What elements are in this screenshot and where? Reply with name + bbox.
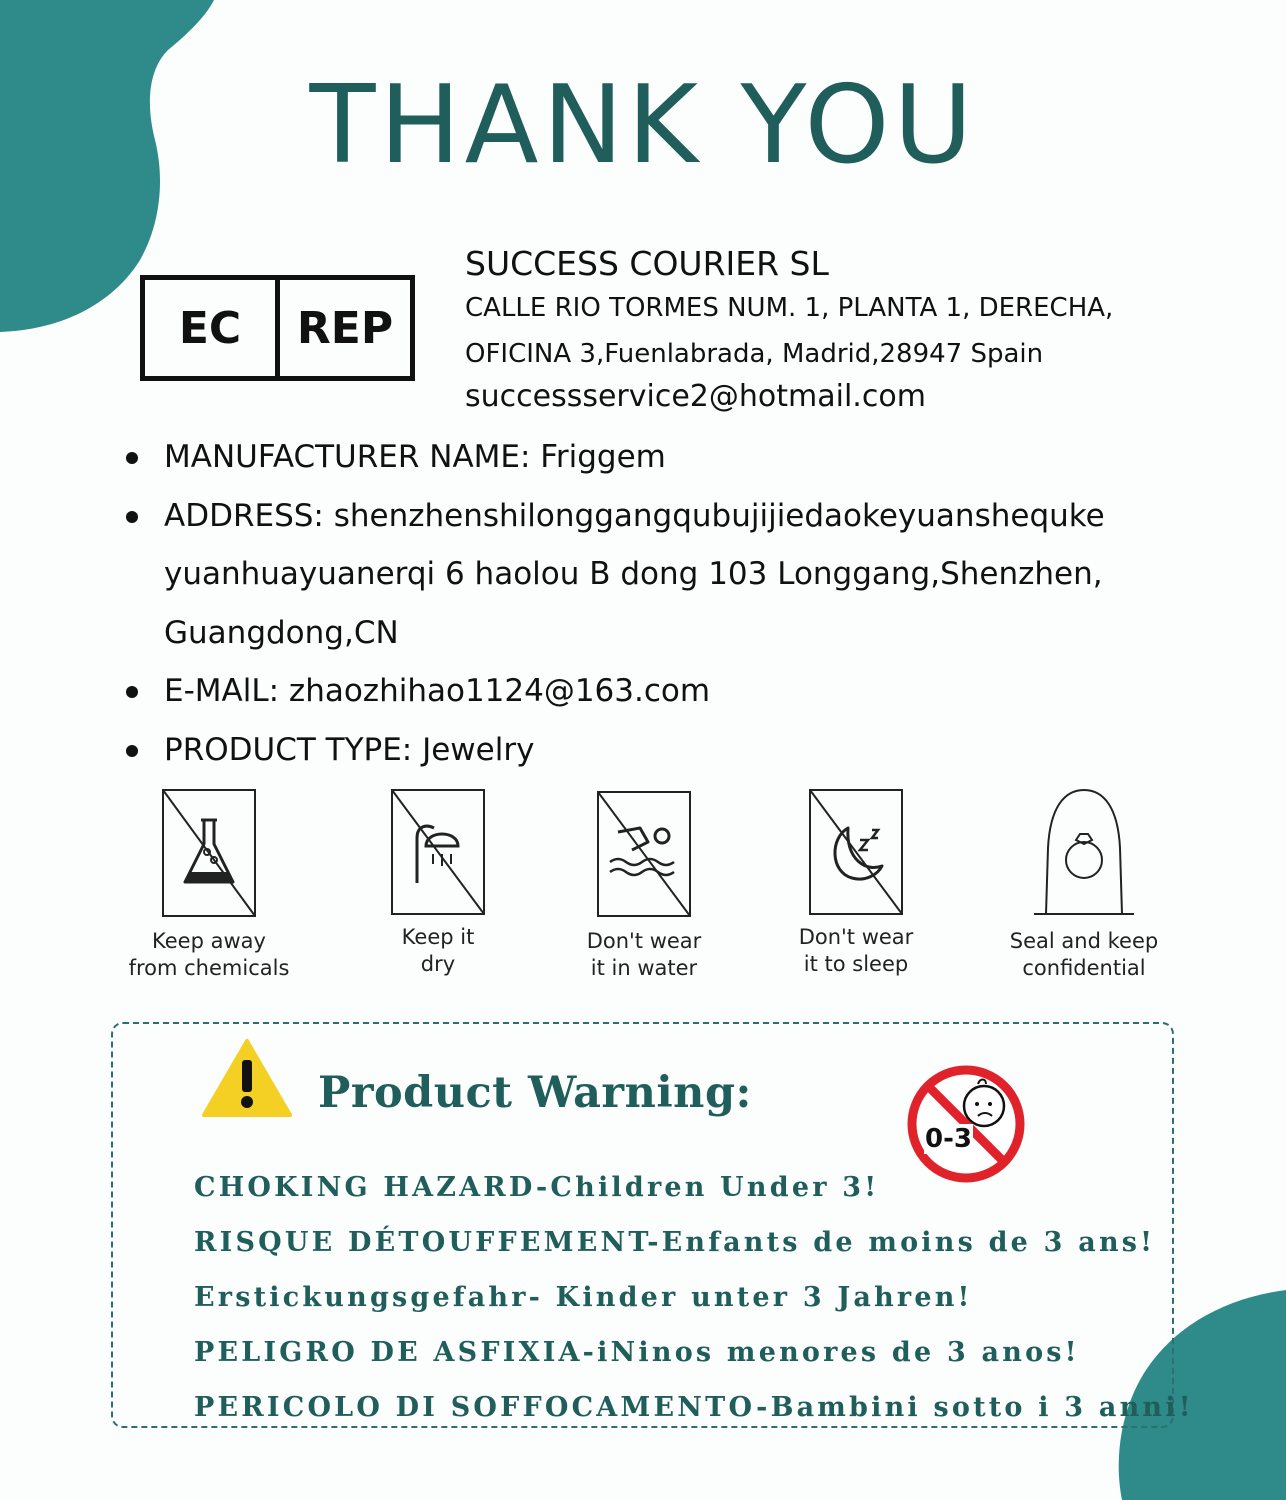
rep-label: REP <box>275 280 410 376</box>
fact-value: Friggem <box>530 439 666 475</box>
warning-line: Erstickungsgefahr- Kinder unter 3 Jahren! <box>194 1282 973 1313</box>
rep-address-line2: OFICINA 3,Fuenlabrada, Madrid,28947 Spain <box>465 339 1044 369</box>
care-caption-line1: Don't wear <box>586 929 702 953</box>
fact-product-type <box>120 721 1200 780</box>
ec-rep-symbol <box>140 275 415 381</box>
warning-lines <box>194 1160 1194 1435</box>
no-shower-icon <box>390 788 486 918</box>
ring-pouch-icon <box>1034 788 1134 918</box>
no-swimming-icon <box>596 788 692 918</box>
care-caption-line2: confidential <box>1022 956 1146 980</box>
fact-address <box>120 487 1200 663</box>
fact-manufacturer <box>120 428 1200 487</box>
warning-title: Product Warning: <box>318 1068 752 1118</box>
ec-label: EC <box>178 302 242 354</box>
care-item-chemicals <box>109 788 309 982</box>
rep-email: successservice2@hotmail.com <box>465 379 926 414</box>
fact-value: zhaozhihao1124@163.com <box>279 673 711 709</box>
warning-line: PERICOLO DI SOFFOCAMENTO-Bambini sotto i 3 anni! <box>194 1392 1194 1423</box>
care-item-dry <box>338 788 538 978</box>
fact-label: PRODUCT TYPE: <box>164 731 413 768</box>
care-caption-line1: Don't wear <box>798 925 914 949</box>
warning-line: PELIGRO DE ASFIXIA-iNinos menores de 3 anos! <box>194 1337 1080 1368</box>
fact-label: ADDRESS: <box>164 497 324 534</box>
care-item-water <box>544 788 744 982</box>
care-caption-line1: Seal and keep <box>1009 929 1159 953</box>
rep-address-line1: CALLE RIO TORMES NUM. 1, PLANTA 1, DERECHA, <box>465 293 1114 323</box>
product-facts-list <box>120 428 1200 779</box>
warning-line: CHOKING HAZARD-Children Under 3! <box>194 1172 880 1203</box>
care-caption-line2: from chemicals <box>128 956 290 980</box>
care-item-sleep <box>756 788 956 978</box>
care-caption-line1: Keep away <box>152 929 266 953</box>
warning-line: RISQUE DÉTOUFFEMENT-Enfants de moins de 3 ans! <box>194 1227 1156 1258</box>
age-badge-label: 0-3 <box>925 1124 972 1154</box>
care-caption-line2: it to sleep <box>803 952 909 976</box>
ec-rep-info <box>465 243 1113 417</box>
no-sleep-icon <box>808 788 904 918</box>
warning-triangle-icon <box>201 1038 293 1118</box>
rep-company: SUCCESS COURIER SL <box>465 244 829 283</box>
care-caption-line2: it in water <box>590 956 698 980</box>
no-chemicals-icon <box>161 788 257 918</box>
care-caption-line2: dry <box>420 952 456 976</box>
fact-label: MANUFACTURER NAME: <box>164 439 531 475</box>
care-caption-line1: Keep it <box>401 925 475 949</box>
fact-value: shenzhenshilonggangqubujijiedaokeyuanshequke yuanhuayuanerqi 6 haolou B dong 103 Longgang,Shenzhen, Guangdong,CN <box>164 497 1105 651</box>
fact-email <box>120 662 1200 721</box>
fact-label: E-MAlL: <box>164 673 280 709</box>
care-item-seal <box>984 788 1184 982</box>
fact-value: Jewelry <box>412 731 535 768</box>
page-title: THANK YOU <box>309 63 977 188</box>
